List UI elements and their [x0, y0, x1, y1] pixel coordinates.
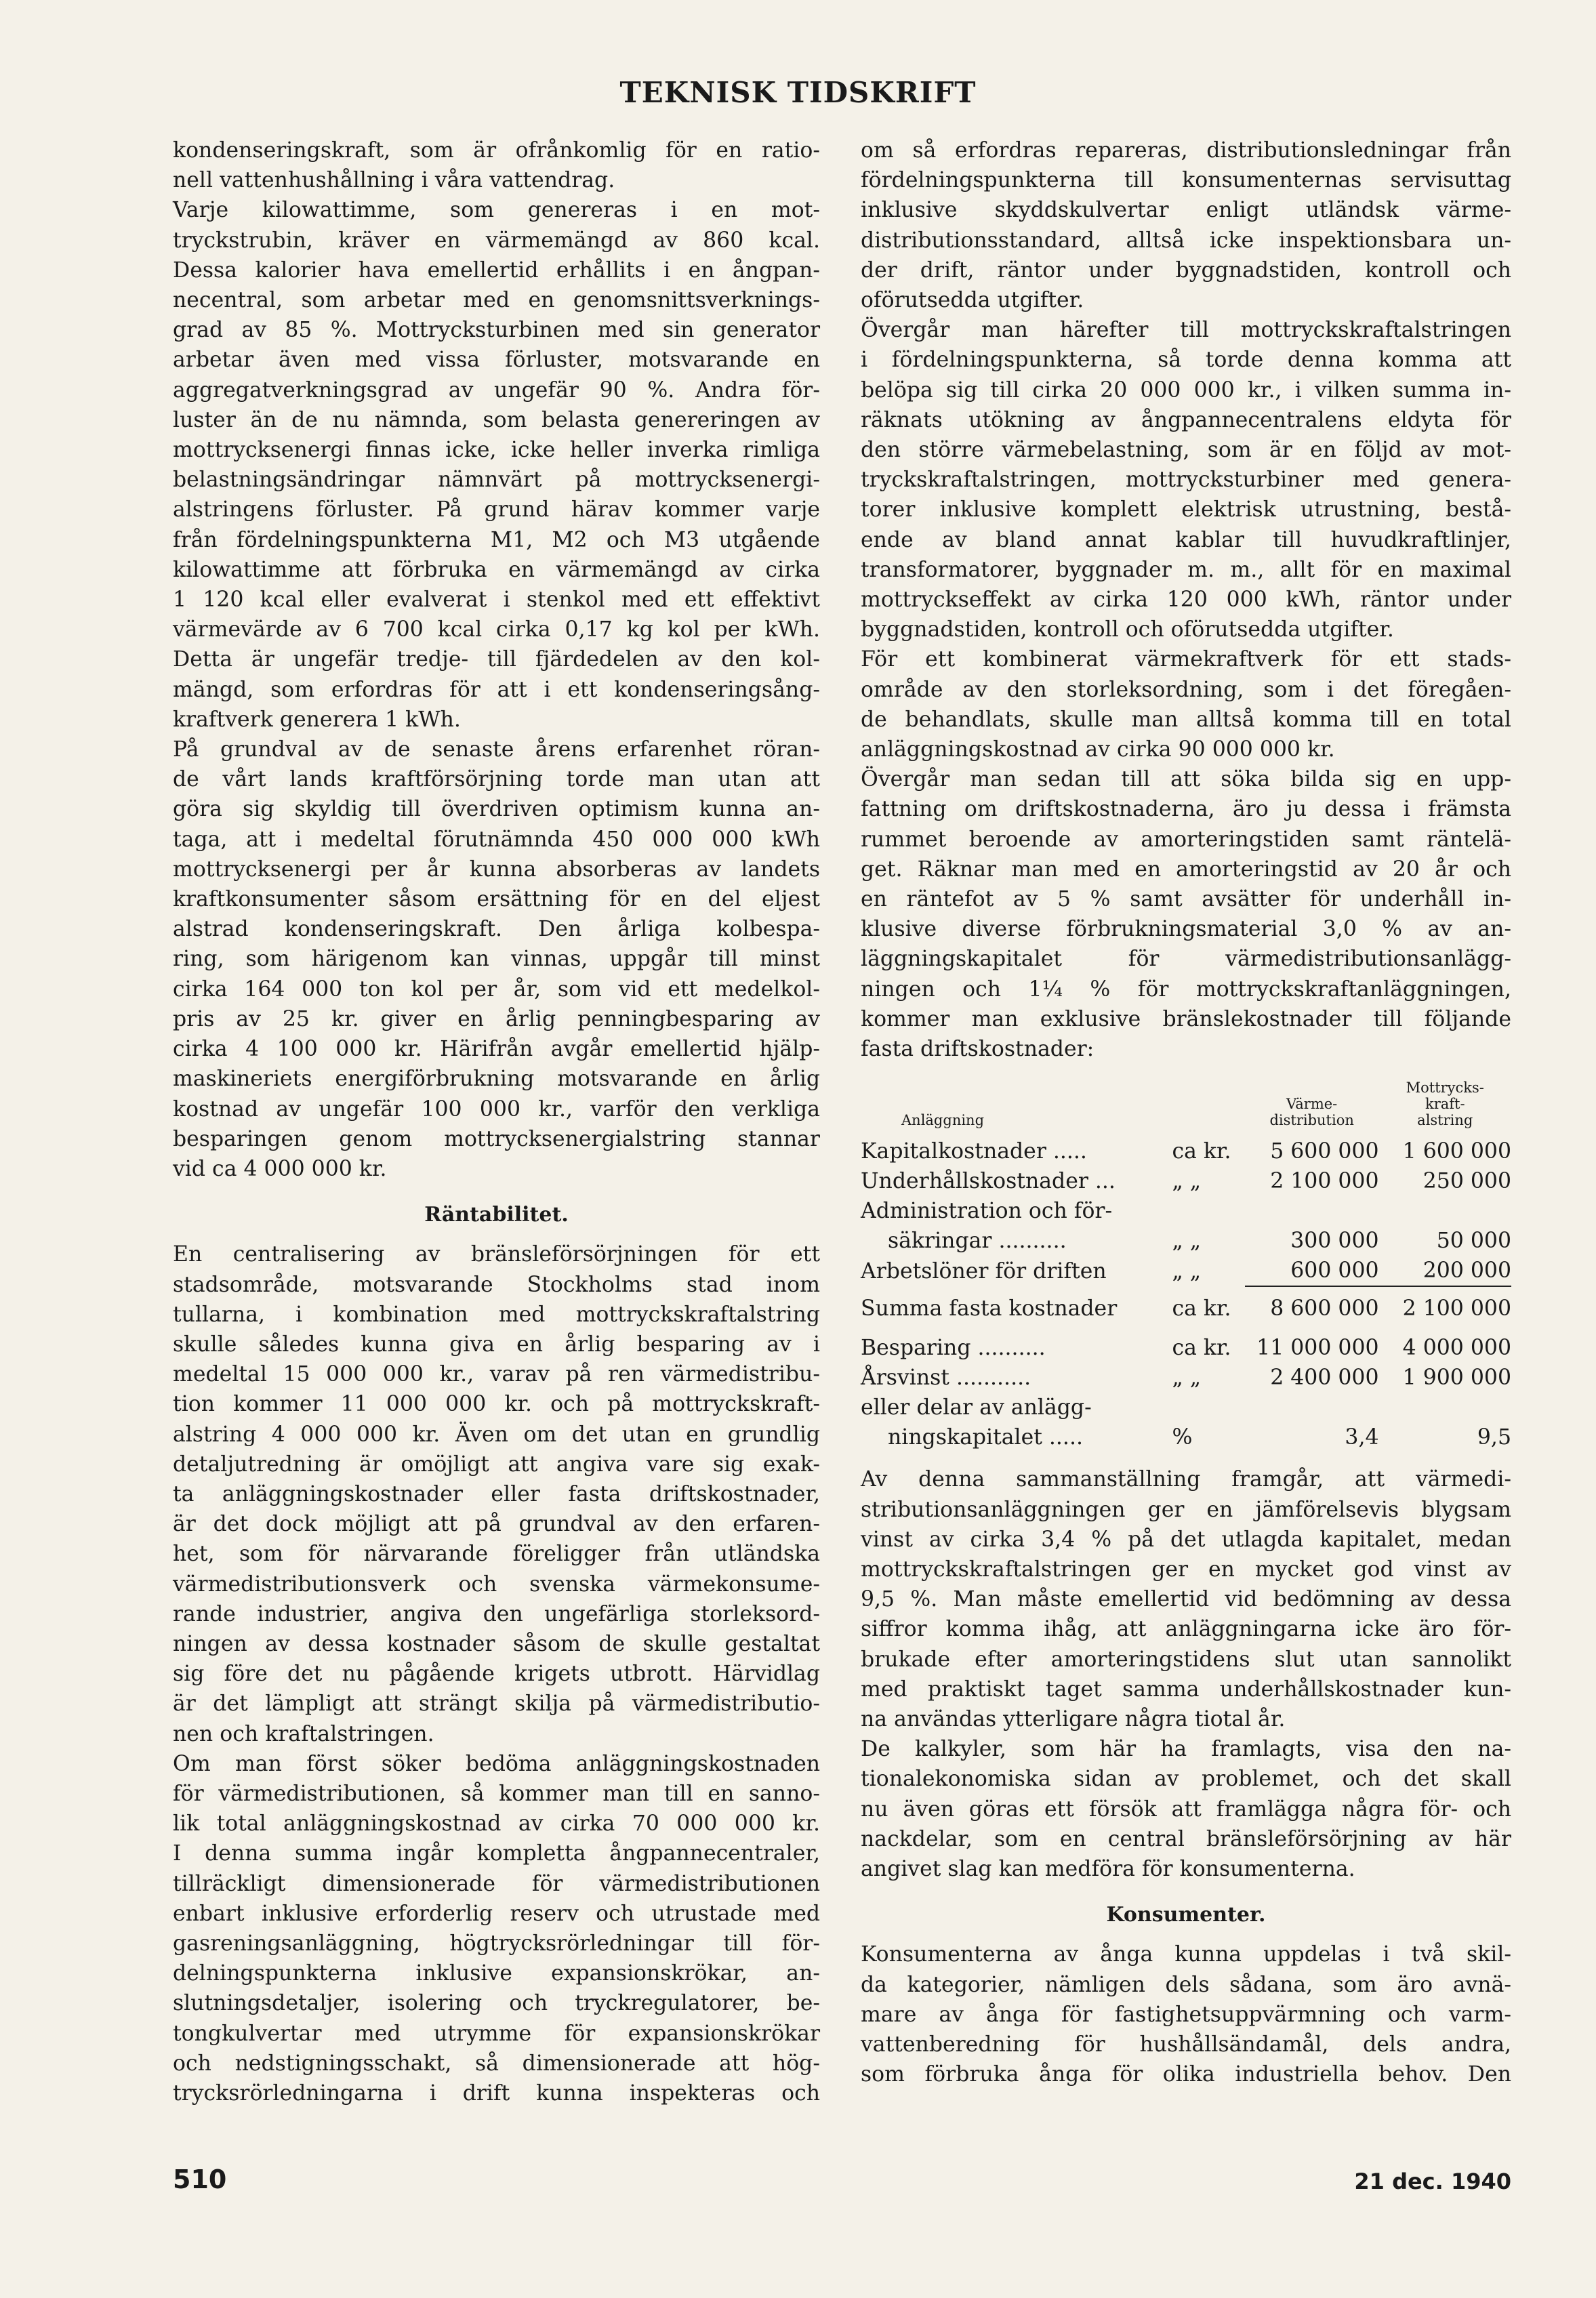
row-unit: ca kr.	[1172, 1139, 1231, 1164]
text-line: Konsumenterna av ånga kunna uppdelas i två skil-	[861, 1942, 1511, 1967]
text-line: ningen och 1¼ % för mottryckskraftanläggningen,	[861, 977, 1511, 1002]
text-line: tryckstrubin, kräver en värmemängd av 860 kcal.	[173, 228, 820, 253]
value-mottryckskraft	[1379, 1196, 1511, 1226]
cost-table-header	[861, 1079, 1511, 1136]
value-varmedistribution: 5 600 000	[1270, 1139, 1379, 1164]
text-line: anläggningskostnad av cirka 90 000 000 kr.	[861, 737, 1335, 762]
text-line: maskineriets energiförbrukning motsvarande en årlig	[173, 1067, 820, 1092]
text-line: Av denna sammanställning framgår, att värmedi-	[861, 1467, 1511, 1492]
header-anlaggning: Anläggning	[901, 1112, 985, 1129]
text-line: nen och kraftalstringen.	[173, 1721, 434, 1746]
text-line: byggnadstiden, kontroll och oförutsedda utgifter.	[861, 617, 1394, 642]
text-line: enbart inklusive erforderlig reserv och utrustade med	[173, 1901, 820, 1926]
row-unit: %	[1172, 1425, 1193, 1450]
header-mottryckskraft: Mottrycks- kraft- alstring	[1406, 1080, 1484, 1129]
value-varmedistribution: 600 000	[1245, 1256, 1379, 1286]
cost-table-row	[861, 1196, 1511, 1226]
text-line: torer inklusive komplett elektrisk utrustning, bestå-	[861, 497, 1511, 522]
cost-table-row	[861, 1226, 1511, 1256]
cost-table-row	[861, 1256, 1511, 1286]
row-label: Årsvinst ...........	[861, 1366, 1031, 1391]
text-line: alstringens förluster. På grund härav kommer varje	[173, 497, 820, 522]
text-line: På grundval av de senaste årens erfarenhet röran-	[173, 737, 820, 762]
text-line: stributionsanläggningen ger en jämförelsevis blygsam	[861, 1497, 1511, 1522]
text-line: nu även göras ett försök att framlägga några för- och	[861, 1797, 1511, 1822]
text-line: da kategorier, nämligen dels sådana, som äro avnä-	[861, 1972, 1511, 1997]
value-varmedistribution	[1245, 1393, 1379, 1422]
text-line: ningen av dessa kostnader såsom de skulle gestaltat	[173, 1631, 820, 1656]
text-line: värmevärde av 6 700 kcal cirka 0,17 kg kol per kWh.	[173, 617, 820, 642]
row-label: Summa fasta kostnader	[861, 1296, 1118, 1321]
text-line: med praktiskt taget samma underhållskostnader kun-	[861, 1677, 1511, 1702]
text-line: som förbruka ånga för olika industriella behov. Den	[861, 2062, 1511, 2087]
text-line: delningspunkterna inklusive expansionskrökar, an-	[173, 1961, 820, 1986]
text-line: lik total anläggningskostnad av cirka 70 000 000 kr.	[173, 1811, 820, 1837]
text-line: na användas ytterligare några tiotal år.	[861, 1706, 1286, 1731]
text-line: kostnad av ungefär 100 000 kr., varför den verkliga	[173, 1096, 820, 1122]
value-varmedistribution: 3,4	[1345, 1425, 1379, 1450]
text-line: från fördelningspunkterna M1, M2 och M3 utgående	[173, 527, 820, 552]
row-label: Administration och för-	[861, 1199, 1113, 1224]
text-line: skulle således kunna giva en årlig besparing av i	[173, 1332, 820, 1357]
value-mottryckskraft: 200 000	[1379, 1256, 1511, 1286]
row-unit	[1172, 1196, 1244, 1226]
text-line: ta anläggningskostnader eller fasta driftskostnader,	[173, 1481, 820, 1506]
value-mottryckskraft	[1379, 1393, 1511, 1422]
text-line: ring, som härigenom kan vinnas, uppgår till minst	[173, 947, 820, 972]
row-unit	[1172, 1393, 1244, 1422]
text-line: En centralisering av bränsleförsörjningen för ett	[173, 1242, 820, 1267]
row-unit: „ „	[1172, 1229, 1202, 1254]
text-line: göra sig skyldig till överdriven optimism kunna an-	[173, 797, 820, 822]
section-heading: Räntabilitet.	[424, 1203, 569, 1227]
text-line: De kalkyler, som här ha framlagts, visa den na-	[861, 1737, 1511, 1762]
text-line: mottrycksenergi finnas icke, icke heller inverka rimliga	[173, 438, 820, 463]
cost-table-row	[861, 1363, 1511, 1393]
row-label: ningskapitalet .....	[888, 1425, 1083, 1450]
text-line: necentral, som arbetar med en genomsnittsverknings-	[173, 288, 820, 313]
right-column-bottom	[861, 1464, 1511, 2089]
text-line: om så erfordras repareras, distributionsledningar från	[861, 138, 1511, 163]
text-line: luster än de nu nämnda, som belasta genereringen av	[173, 407, 820, 432]
value-mottryckskraft: 1 900 000	[1402, 1366, 1511, 1391]
row-label: Kapitalkostnader .....	[861, 1139, 1087, 1164]
text-line: vinst av cirka 3,4 % på det utlagda kapitalet, medan	[861, 1527, 1511, 1552]
text-line: inklusive skyddskulvertar enligt utländsk värme-	[861, 198, 1511, 223]
text-line: mottryckseffekt av cirka 120 000 kWh, räntor under	[861, 588, 1511, 613]
text-line: besparingen genom mottrycksenergialstring stannar	[173, 1126, 820, 1151]
text-line: detaljutredning är omöjligt att angiva vare sig exak-	[173, 1452, 820, 1477]
text-line: räknats utökning av ångpannecentralens eldyta för	[861, 407, 1511, 432]
cost-table-row	[861, 1136, 1511, 1166]
text-line: vid ca 4 000 000 kr.	[173, 1156, 387, 1181]
text-line: fasta driftskostnader:	[861, 1037, 1094, 1062]
value-mottryckskraft: 9,5	[1477, 1425, 1511, 1450]
text-line: rummet beroende av amorteringstiden samt räntelä-	[861, 827, 1511, 852]
cost-table-row	[861, 1286, 1511, 1333]
left-column	[173, 136, 820, 2108]
text-line: get. Räknar man med en amorteringstid av 20 år och	[861, 857, 1511, 882]
text-line: taga, att i medeltal förutnämnda 450 000 000 kWh	[173, 827, 820, 852]
text-line: den större värmebelastning, som är en följd av mot-	[861, 438, 1511, 463]
text-line: tion kommer 11 000 000 kr. och på mottryckskraft-	[173, 1392, 820, 1417]
row-unit: „ „	[1172, 1366, 1202, 1391]
row-unit: „ „	[1172, 1169, 1202, 1194]
text-line: är det dock möjligt att på grundval av den erfaren-	[173, 1512, 820, 1537]
text-line: Övergår man sedan till att söka bilda sig en upp-	[861, 767, 1511, 792]
text-line: För ett kombinerat värmekraftverk för ett stads-	[861, 647, 1511, 672]
text-line: fördelningspunkterna till konsumenternas servisuttag	[861, 168, 1511, 193]
text-line: vattenberedning för hushållsändamål, dels andra,	[861, 2032, 1511, 2057]
text-line: mottrycksenergi per år kunna absorberas av landets	[173, 857, 820, 882]
text-line: Detta är ungefär tredje- till fjärdedelen av den kol-	[173, 647, 820, 672]
text-line: pris av 25 kr. giver en årlig penningbesparing av	[173, 1006, 820, 1031]
text-line: oförutsedda utgifter.	[861, 288, 1084, 313]
text-line: transformatorer, byggnader m. m., allt för en maximal	[861, 557, 1511, 582]
text-line: gasreningsanläggning, högtrycksrörledningar till för-	[173, 1931, 820, 1956]
text-line: kommer man exklusive bränslekostnader till följande	[861, 1006, 1511, 1031]
page-number: 510	[173, 2164, 227, 2194]
row-unit: ca kr.	[1172, 1336, 1231, 1361]
text-line: belastningsändringar nämnvärt på mottrycksenergi-	[173, 468, 820, 493]
header-spacer	[1172, 1079, 1244, 1136]
value-mottryckskraft: 1 600 000	[1402, 1139, 1511, 1164]
row-label: Underhållskostnader ...	[861, 1169, 1116, 1194]
right-column-top	[861, 136, 1511, 1064]
text-line: de vårt lands kraftförsörjning torde man utan att	[173, 767, 820, 792]
text-line: värmedistributionsverk och svenska värmekonsume-	[173, 1572, 820, 1597]
value-mottryckskraft: 50 000	[1436, 1229, 1511, 1254]
value-varmedistribution: 2 400 000	[1270, 1366, 1379, 1391]
text-line: trycksrörledningarna i drift kunna inspekteras och	[173, 2081, 820, 2106]
text-line: mottryckskraftalstringen ger en mycket god vinst av	[861, 1557, 1511, 1582]
value-mottryckskraft: 2 100 000	[1402, 1296, 1511, 1321]
text-line: siffror komma ihåg, att anläggningarna icke äro för-	[861, 1617, 1511, 1642]
text-line: mare av ånga för fastighetsuppvärmning och varm-	[861, 2002, 1511, 2027]
cost-table-row	[861, 1422, 1511, 1452]
text-line: tongkulvertar med utrymme för expansionskrökar	[173, 2021, 820, 2046]
text-line: mängd, som erfordras för att i ett kondenseringsång-	[173, 677, 820, 702]
text-line: fattning om driftskostnaderna, äro ju dessa i främsta	[861, 797, 1511, 822]
text-line: brukade efter amorteringstidens slut utan sannolikt	[861, 1647, 1511, 1672]
text-line: tillräckligt dimensionerade för värmedistributionen	[173, 1871, 820, 1896]
text-line: alstrad kondenseringskraft. Den årliga kolbespa-	[173, 917, 820, 942]
value-varmedistribution: 2 100 000	[1270, 1169, 1379, 1194]
text-line: Om man först söker bedöma anläggningskostnaden	[173, 1751, 820, 1776]
value-varmedistribution: 300 000	[1290, 1229, 1379, 1254]
value-mottryckskraft: 4 000 000	[1402, 1336, 1511, 1361]
row-label: Besparing ..........	[861, 1336, 1046, 1361]
text-line: Varje kilowattimme, som genereras i en mot-	[173, 198, 820, 223]
text-line: cirka 164 000 ton kol per år, som vid ett medelkol-	[173, 977, 820, 1002]
text-line: för värmedistributionen, så kommer man till en sanno-	[173, 1781, 820, 1806]
header-varmedistribution: Värme- distribution	[1269, 1096, 1354, 1129]
text-line: kilowattimme att förbruka en värmemängd av cirka	[173, 557, 820, 582]
text-line: tionalekonomiska sidan av problemet, och det skall	[861, 1767, 1511, 1792]
row-label: eller delar av anlägg-	[861, 1395, 1092, 1420]
text-line: 1 120 kcal eller evalverat i stenkol med ett effektivt	[173, 588, 820, 613]
text-line: område av den storleksordning, som i det föregåen-	[861, 677, 1511, 702]
row-unit: ca kr.	[1172, 1296, 1231, 1321]
masthead: TEKNISK TIDSKRIFT	[619, 76, 977, 109]
value-varmedistribution	[1245, 1196, 1379, 1226]
text-line: Övergår man härefter till mottryckskraftalstringen	[861, 318, 1511, 343]
text-line: het, som för närvarande föreligger från utländska	[173, 1542, 820, 1567]
row-label: Arbetslöner för driften	[861, 1259, 1107, 1284]
text-line: tullarna, i kombination med mottryckskraftalstring	[173, 1302, 820, 1327]
text-line: aggregatverkningsgrad av ungefär 90 %. Andra för-	[173, 377, 820, 403]
value-varmedistribution: 11 000 000	[1256, 1336, 1379, 1361]
text-line: kondenseringskraft, som är ofrånkomlig för en ratio-	[173, 138, 820, 163]
cost-table-row	[861, 1333, 1511, 1363]
text-line: Dessa kalorier hava emellertid erhållits i en ångpan-	[173, 258, 820, 283]
value-mottryckskraft: 250 000	[1423, 1169, 1511, 1194]
cost-table	[861, 1079, 1511, 1452]
text-line: är det lämpligt att strängt skilja på värmedistributio-	[173, 1691, 820, 1717]
text-line: alstring 4 000 000 kr. Även om det utan en grundlig	[173, 1422, 820, 1447]
text-line: medeltal 15 000 000 kr., varav på ren värmedistribu-	[173, 1362, 820, 1387]
text-line: der drift, räntor under byggnadstiden, kontroll och	[861, 258, 1511, 283]
text-line: slutningsdetaljer, isolering och tryckregulatorer, be-	[173, 1991, 820, 2016]
row-label: säkringar ..........	[888, 1229, 1067, 1254]
row-unit: „ „	[1172, 1259, 1202, 1284]
text-line: stadsområde, motsvarande Stockholms stad inom	[173, 1272, 820, 1297]
text-line: belöpa sig till cirka 20 000 000 kr., i vilken summa in-	[861, 377, 1511, 403]
text-line: läggningskapitalet för värmedistributionsanlägg-	[861, 947, 1511, 972]
text-line: cirka 4 100 000 kr. Härifrån avgår emellertid hjälp-	[173, 1037, 820, 1062]
text-line: distributionsstandard, alltså icke inspektionsbara un-	[861, 228, 1511, 253]
issue-date: 21 dec. 1940	[1354, 2169, 1511, 2194]
section-heading: Konsumenter.	[1106, 1903, 1266, 1927]
text-line: klusive diverse förbrukningsmaterial 3,0 % av an-	[861, 917, 1511, 942]
text-line: de behandlats, skulle man alltså komma till en total	[861, 707, 1511, 732]
text-line: rande industrier, angiva den ungefärliga storleksord-	[173, 1601, 820, 1626]
text-line: 9,5 %. Man måste emellertid vid bedömning av dessa	[861, 1587, 1511, 1612]
text-line: ende av bland annat kablar till huvudkraftlinjer,	[861, 527, 1511, 552]
text-line: kraftverk generera 1 kWh.	[173, 707, 461, 732]
text-line: i fördelningspunkterna, så torde denna komma att	[861, 348, 1511, 373]
right-column	[861, 136, 1511, 2089]
cost-table-row	[861, 1166, 1511, 1196]
text-line: grad av 85 %. Mottrycksturbinen med sin generator	[173, 318, 820, 343]
text-line: kraftkonsumenter såsom ersättning för en del eljest	[173, 887, 820, 912]
text-line: sig före det nu pågående krigets utbrott. Härvidlag	[173, 1662, 820, 1687]
text-line: nackdelar, som en central bränsleförsörjning av här	[861, 1826, 1511, 1851]
cost-table-row	[861, 1393, 1511, 1422]
text-line: nell vattenhushållning i våra vattendrag.	[173, 168, 615, 193]
value-varmedistribution: 8 600 000	[1270, 1296, 1379, 1321]
text-line: en räntefot av 5 % samt avsätter för underhåll in-	[861, 887, 1511, 912]
text-line: arbetar även med vissa förluster, motsvarande en	[173, 348, 820, 373]
text-line: tryckskraftalstringen, mottrycksturbiner med genera-	[861, 468, 1511, 493]
text-line: I denna summa ingår kompletta ångpannecentraler,	[173, 1841, 820, 1866]
text-line: och nedstigningsschakt, så dimensionerade att hög-	[173, 2051, 820, 2076]
text-line: angivet slag kan medföra för konsumenterna.	[861, 1856, 1355, 1881]
